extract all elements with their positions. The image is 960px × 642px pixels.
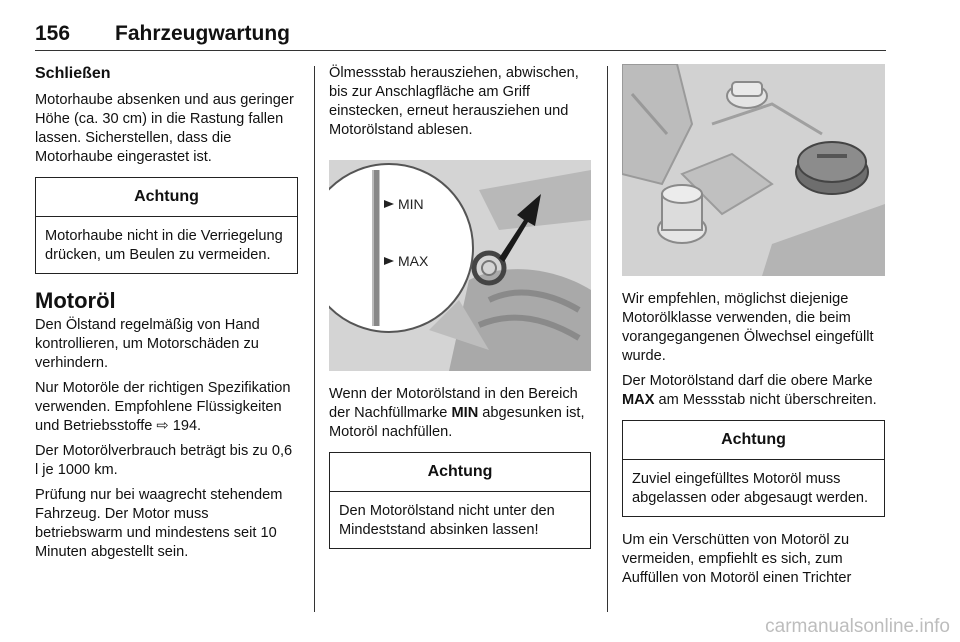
paragraph: Nur Motoröle der richtigen Spezifikation verwenden. Empfohlene Flüssigkeiten und Betriebsstoffe ⇨ 194. [35, 380, 291, 434]
paragraph: Motorhaube absenken und aus geringer Höhe (ca. 30 cm) in die Rastung fallen lassen. Sicherstellen, dass die Motorhaube eingerastet ist. [35, 92, 294, 165]
caution-text: Motorhaube nicht in die Verriegelung drücken, um Beulen zu vermeiden. [45, 228, 283, 263]
section-heading: Motoröl [35, 288, 116, 313]
min-mark-label: MIN [398, 196, 424, 212]
column-1 [35, 64, 298, 568]
paragraph: Den Ölstand regelmäßig von Hand kontrollieren, um Motorschäden zu verhindern. [35, 317, 260, 371]
subsection-heading: Schließen [35, 65, 111, 82]
dipstick-figure [329, 160, 591, 371]
oil-filler-illustration [622, 64, 885, 276]
chapter-title: Fahrzeugwartung [115, 22, 291, 45]
paragraph: Der Motorölverbrauch beträgt bis zu 0,6 l je 1000 km. [35, 443, 293, 478]
column-2 [329, 64, 591, 563]
caution-title: Achtung [36, 178, 297, 217]
paragraph: Ölmessstab herausziehen, abwischen, bis zur Anschlagfläche am Griff einstecken, erneut herausziehen und Motorölstand ablesen. [329, 65, 579, 138]
paragraph: Wenn der Motorölstand in den Bereich der Nachfüllmarke MIN abgesunken ist, Motoröl nachfüllen. [329, 386, 585, 440]
caution-text: Den Motorölstand nicht unter den Mindeststand absinken lassen! [339, 503, 555, 538]
column-3 [622, 64, 885, 594]
page-number: 156 [35, 22, 71, 45]
paragraph: Wir empfehlen, möglichst diejenige Motorölklasse verwenden, die beim vorangegangenen Ölwechsel eingefüllt wurde. [622, 291, 874, 364]
watermark: carmanualsonline.info [765, 616, 950, 637]
column-divider-1 [314, 66, 315, 612]
paragraph: Um ein Verschütten von Motoröl zu vermeiden, empfiehlt es sich, zum Auffüllen von Motoröl einen Trichter [622, 532, 852, 586]
caution-box [622, 420, 885, 517]
dipstick-illustration [329, 160, 591, 371]
caution-text: Zuviel eingefülltes Motoröl muss abgelassen oder abgesaugt werden. [632, 471, 869, 506]
max-mark-text: MAX [622, 392, 655, 408]
max-mark-label: MAX [398, 253, 429, 269]
caution-box [329, 452, 591, 549]
caution-title: Achtung [623, 421, 884, 460]
page-header [35, 22, 885, 52]
caution-box [35, 177, 298, 274]
oil-filler-figure [622, 64, 885, 276]
paragraph: Der Motorölstand darf die obere Marke MAX am Messstab nicht überschreiten. [622, 373, 877, 408]
column-divider-2 [607, 66, 608, 612]
header-divider [35, 50, 886, 51]
caution-title: Achtung [330, 453, 590, 492]
paragraph: Prüfung nur bei waagrecht stehendem Fahrzeug. Der Motor muss betriebswarm und mindestens seit 10 Minuten abgestellt sein. [35, 487, 283, 560]
min-mark-text: MIN [451, 405, 479, 421]
